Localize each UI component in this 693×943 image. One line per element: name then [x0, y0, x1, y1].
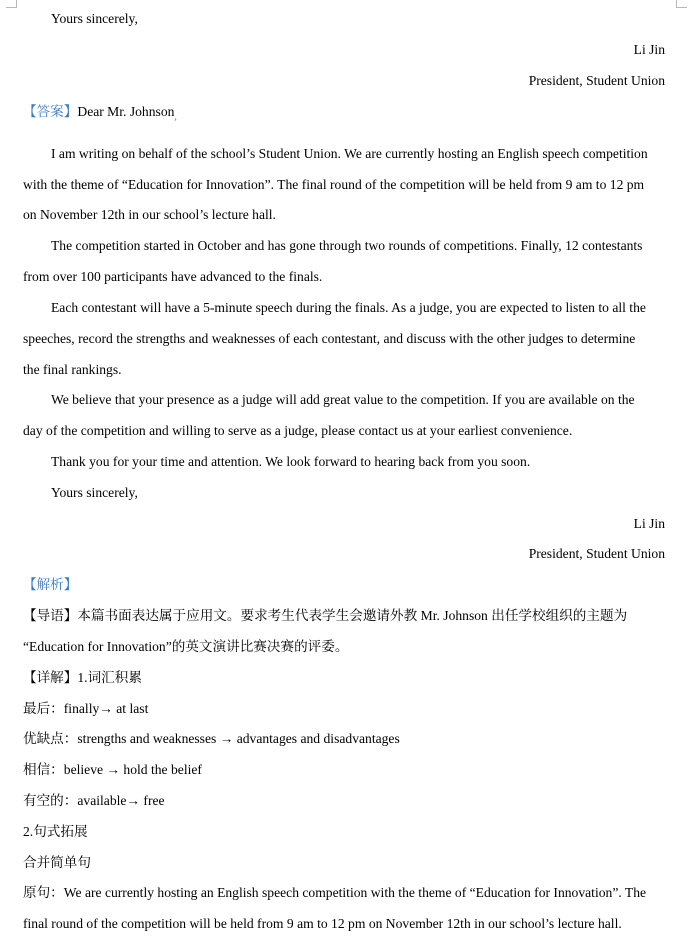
body-line: Thank you for your time and attention. We look forward to hearing back from you soon.	[51, 454, 531, 469]
vocab-item: 有空的：available→ free	[23, 793, 165, 808]
letter-greeting: Dear Mr. Johnson	[77, 104, 175, 119]
vocab-item: 相信：believe → hold the belief	[23, 762, 202, 777]
body-line: the final rankings.	[23, 362, 122, 377]
closing-title: President, Student Union	[528, 73, 665, 88]
intro-text: 本篇书面表达属于应用文。要求考生代表学生会邀请外教 Mr. Johnson 出任学校组织的主题为	[77, 608, 628, 623]
answer-tag: 【答案】	[23, 104, 78, 119]
original-sentence-line: 原句：We are currently hosting an English speech competition with the theme of “Education for Innovation”. The	[23, 885, 647, 900]
vocab-item: 优缺点：strengths and weaknesses → advantages and disadvantages	[23, 731, 400, 746]
original-sentence-line: final round of the competition will be held from 9 am to 12 pm on November 12th in our school’s lecture hall.	[23, 916, 622, 931]
detail-tag: 【详解】	[23, 670, 78, 685]
body-line: The competition started in October and has gone through two rounds of competitions. Finally, 12 contestants	[51, 238, 643, 253]
body-line: speeches, record the strengths and weaknesses of each contestant, and discuss with the other judges to determine	[23, 331, 636, 346]
body-line: I am writing on behalf of the school’s Student Union. We are currently hosting an English speech competition	[51, 146, 648, 161]
detail-heading: 1.词汇积累	[77, 670, 142, 685]
page-corner-mark-right	[676, 0, 687, 8]
body-line: Each contestant will have a 5-minute speech during the finals. As a judge, you are expected to listen to all the	[51, 300, 646, 315]
answer-name: Li Jin	[633, 516, 665, 531]
analysis-tag: 【解析】	[23, 577, 78, 592]
section-heading: 2.句式拓展	[23, 824, 88, 839]
answer-title: President, Student Union	[528, 546, 665, 561]
answer-salutation: Yours sincerely,	[51, 485, 138, 500]
intro-line	[23, 607, 627, 625]
answer-heading	[23, 103, 177, 127]
closing-salutation: Yours sincerely,	[51, 11, 138, 26]
body-line: on November 12th in our school’s lecture hall.	[23, 207, 276, 222]
section-subheading: 合并简单句	[23, 855, 91, 870]
body-line: day of the competition and willing to serve as a judge, please contact us at your earliest convenience.	[23, 423, 573, 438]
body-line: We believe that your presence as a judge will add great value to the competition. If you are available on the	[51, 392, 635, 407]
vocab-item: 最后：finally→ at last	[23, 701, 149, 716]
intro-tag: 【导语】	[23, 608, 78, 623]
closing-name: Li Jin	[633, 42, 665, 57]
intro-line: “Education for Innovation”的英文演讲比赛决赛的评委。	[23, 639, 349, 654]
page-corner-mark-left	[6, 0, 17, 8]
body-line: with the theme of “Education for Innovation”. The final round of the competition will be held from 9 am to 12 pm	[23, 177, 645, 192]
comma-mark: ,	[174, 111, 177, 123]
detail-line	[23, 669, 142, 687]
body-line: from over 100 participants have advanced to the finals.	[23, 269, 323, 284]
